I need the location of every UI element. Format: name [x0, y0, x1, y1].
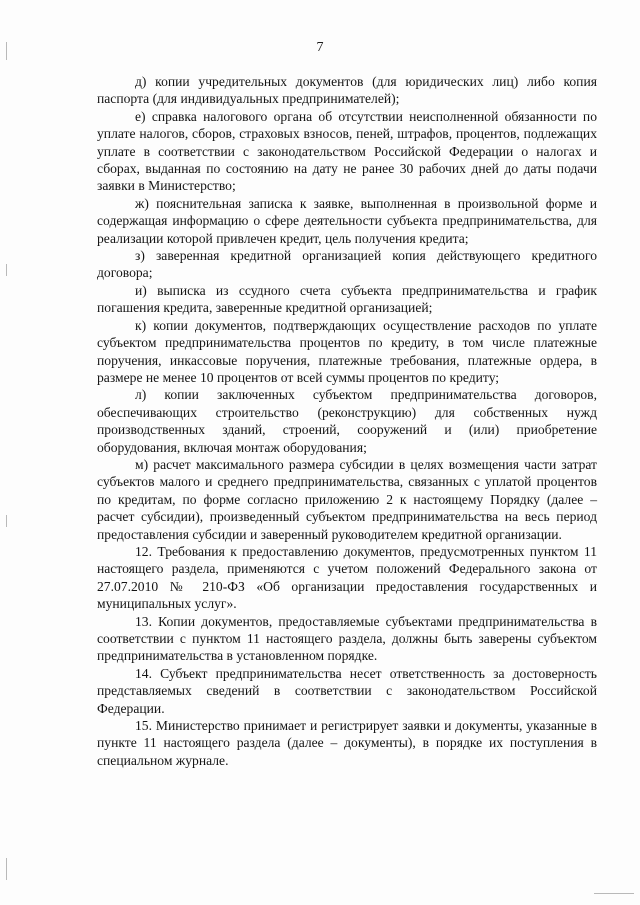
paragraph-item-zh: ж) пояснительная записка к заявке, выполненная в произвольной форме и содержащая информацию о сфере деятельности субъекта предпринимательства, для реализации которой привлечен кредит, цель получения кредита; — [97, 195, 597, 246]
paragraph-item-l: л) копии заключенных субъектом предпринимательства договоров, обеспечивающих строительство (реконструкцию) для собственных нужд производственных зданий, строений, сооружений и (или) приобретение оборудования, включая монтаж оборудования; — [97, 387, 597, 455]
scan-edge-mark — [6, 515, 7, 527]
paragraph-14: 14. Субъект предпринимательства несет ответственность за достоверность представляемых сведений в соответствии с законодательством Российской Федерации. — [97, 665, 597, 716]
scan-edge-mark — [594, 893, 634, 894]
paragraph-item-m: м) расчет максимального размера субсидии в целях возмещения части затрат субъектов малого и среднего предпринимательства, связанных с уплатой процентов по кредитам, по форме согласно приложению 2 к настоящему Порядку (далее – расчет субсидии), произведенный субъектом предпринимательства на весь период предоставления субсидии и заверенный руководителем кредитной организации. — [97, 456, 597, 542]
paragraph-item-k: к) копии документов, подтверждающих осуществление расходов по уплате субъектом предпринимательства процентов по кредиту, в том числе платежные поручения, инкассовые поручения, платежные требования, платежные ордера, в размере не менее 10 процентов от всей суммы процентов по кредиту; — [97, 317, 597, 385]
scan-edge-mark — [6, 264, 7, 276]
page-number: 7 — [316, 40, 324, 55]
scan-edge-mark — [6, 858, 7, 880]
paragraph-item-i: и) выписка из ссудного счета субъекта предпринимательства и график погашения кредита, заверенные кредитной организацией; — [97, 282, 597, 316]
paragraph-13: 13. Копии документов, предоставляемые субъектами предпринимательства в соответствии с пунктом 11 настоящего раздела, должны быть заверены субъектом предпринимательства в установленном порядке. — [97, 613, 597, 664]
document-body — [97, 73, 597, 769]
paragraph-12: 12. Требования к предоставлению документов, предусмотренных пунктом 11 настоящего раздела, применяются с учетом положений Федерального закона от 27.07.2010 № 210-ФЗ «Об организации предоставления государственных и муниципальных услуг». — [97, 543, 597, 612]
paragraph-item-d: д) копии учредительных документов (для юридических лиц) либо копия паспорта (для индивидуальных предпринимателей); — [97, 74, 597, 107]
paragraph-item-e: е) справка налогового органа об отсутствии неисполненной обязанности по уплате налогов, сборов, страховых взносов, пеней, штрафов, процентов, подлежащих уплате в соответствии с законодательством Российской Федерации о налогах и сборах, выданная по состоянию на дату не ранее 30 рабочих дней до даты подачи заявки в Министерство; — [97, 108, 597, 194]
paragraph-15: 15. Министерство принимает и регистрирует заявки и документы, указанные в пункте 11 настоящего раздела (далее – документы), в порядке их поступления в специальном журнале. — [97, 718, 597, 768]
paragraph-item-z: з) заверенная кредитной организацией копия действующего кредитного договора; — [97, 248, 597, 281]
